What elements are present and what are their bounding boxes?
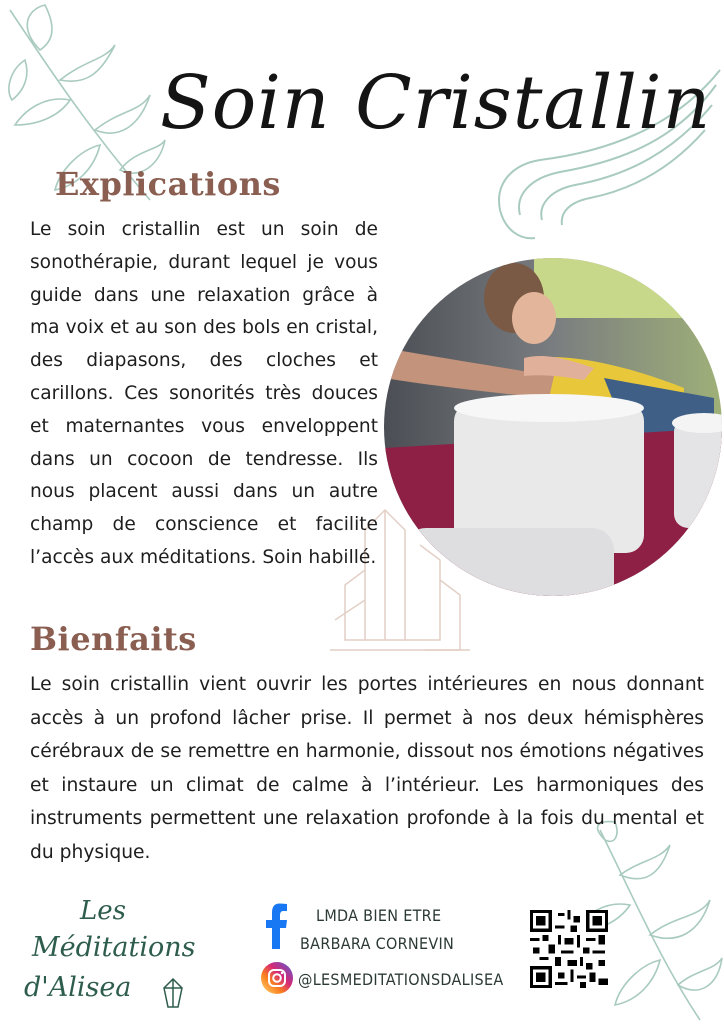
explications-text: Le soin cristallin est un soin de sonothérapie, durant lequel je vous guide dans une relaxation grâce à ma voix et au son des bols en cristal, des diapasons, des cloches et carillons. Ces sonorités très douces et maternantes vous enveloppent dans un cocoon de tendresse. Ils nous placent aussi dans un autre champ de conscience et facilite l’accès aux méditations. Soin habillé. [30, 219, 378, 568]
instagram-handle[interactable]: @LESMEDITATIONSDALISEA [298, 970, 504, 989]
logo-line-alisea: d'Alisea [24, 972, 132, 1003]
bienfaits-text: Le soin cristallin vient ouvrir les portes intérieures en nous donnant accès à un profond lâcher prise. Il permet à nos deux hémisphères cérébraux de se remettre en harmonie, dissout nos émotions négatives et instaure un climat de calme à l’intérieur. Les harmoniques des instruments permettent une relaxation profonde à la fois du mental et du physique. [30, 674, 704, 863]
bienfaits-heading: Bienfaits [30, 620, 197, 658]
brand-logo [22, 892, 202, 1012]
page-title: Soin Cristallin [160, 60, 712, 146]
logo-line-meditations: Méditations [32, 932, 196, 963]
qr-code-icon[interactable] [530, 910, 608, 988]
instagram-icon[interactable] [261, 962, 293, 994]
facebook-icon[interactable] [266, 903, 288, 949]
facebook-owner-name[interactable]: BARBARA CORNEVIN [300, 934, 455, 953]
explications-heading: Explications [55, 165, 281, 203]
logo-crystal-icon [162, 978, 184, 1008]
logo-line-les: Les [80, 896, 126, 926]
crystal-bowls-photo [384, 258, 722, 596]
facebook-page-name[interactable]: LMDA BIEN ETRE [316, 906, 442, 925]
